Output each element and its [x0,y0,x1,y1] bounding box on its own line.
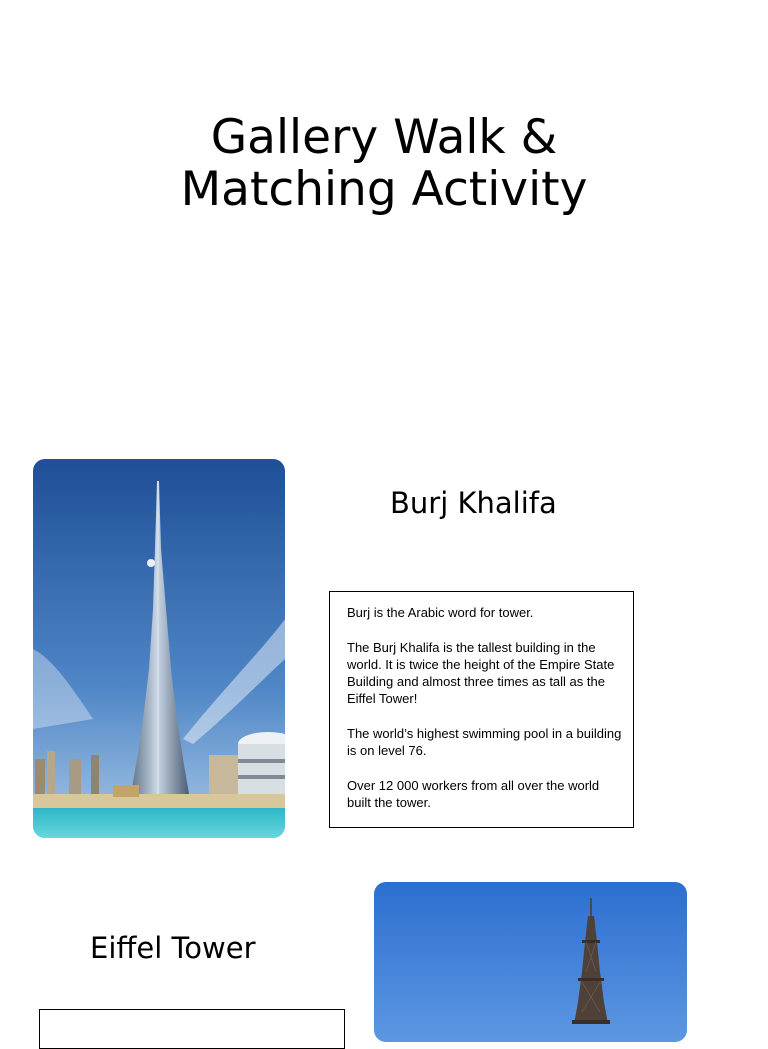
burj-khalifa-fact-box [329,591,634,828]
eiffel-tower-heading: Eiffel Tower [90,931,256,965]
title-line-1: Gallery Walk & [210,110,558,165]
burj-fact: Burj is the Arabic word for tower. [347,605,534,620]
slide-title [0,112,768,216]
title-line-2: Matching Activity [180,162,588,217]
burj-khalifa-heading: Burj Khalifa [390,486,557,520]
eiffel-tower-photo [374,882,687,1042]
burj-khalifa-photo [33,459,285,838]
burj-fact: The Burj Khalifa is the tallest building in the world. It is twice the height of the Empire State Building and almost three times as tall as the Eiffel Tower! [347,639,615,707]
burj-fact: Over 12 000 workers from all over the world built the tower. [347,777,600,811]
burj-fact: The world’s highest swimming pool in a building is on level 76. [347,726,622,759]
eiffel-tower-fact-box [39,1009,345,1049]
